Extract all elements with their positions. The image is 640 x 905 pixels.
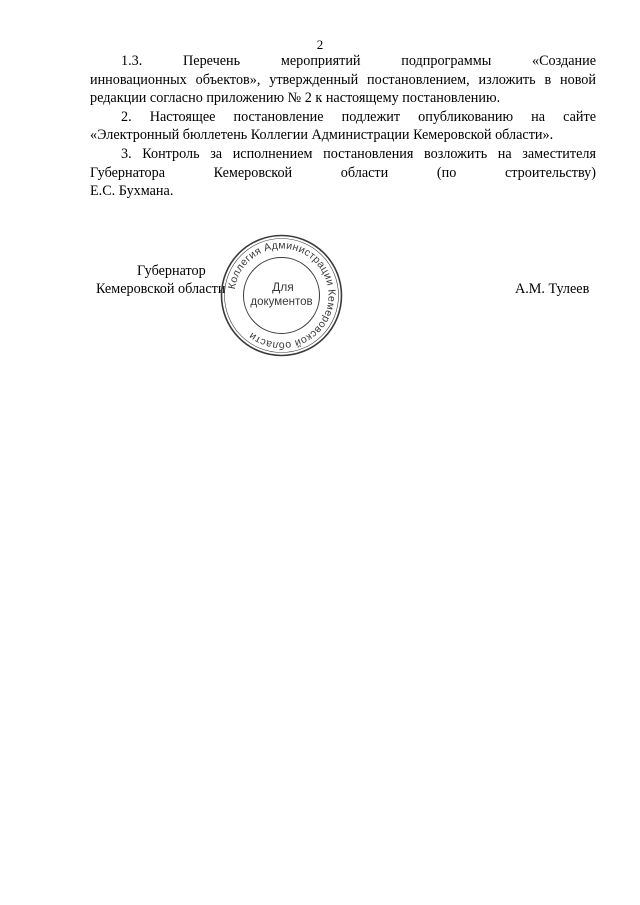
page-number: 2 — [316, 37, 324, 52]
seal-center-line2: документов — [250, 296, 313, 308]
seal-ring-text: Коллегия Администрации Кемеровской области — [225, 239, 338, 352]
seal-center-line1: Для — [272, 280, 294, 294]
signatory-name: А.М. Тулеев — [515, 281, 590, 297]
document-body — [90, 52, 596, 201]
paragraph-1-first-line: 1.3. Перечень мероприятий подпрограммы «Создание — [121, 53, 596, 69]
paragraph-1-rest: инновационных объектов», утвержденный постановлением, изложить в новой редакции согласно приложению № 2 к настоящему постановлению. — [90, 71, 596, 107]
paragraph-3-third-line: Е.С. Бухмана. — [90, 183, 174, 200]
paragraph-2: 2. Настоящее постановление подлежит опубликованию на сайте «Электронный бюллетень Коллегии Администрации Кемеровской области». — [90, 108, 596, 144]
paragraph-3-first-line: 3. Контроль за исполнением постановления возложить на заместителя — [121, 145, 596, 162]
signatory-title-line2: Кемеровской области — [96, 281, 226, 297]
official-seal-stamp — [219, 233, 344, 358]
signatory-title-line1: Губернатор — [137, 263, 206, 279]
paragraph-3-second-line: Губернатора Кемеровской области (по строительству) — [90, 164, 596, 181]
